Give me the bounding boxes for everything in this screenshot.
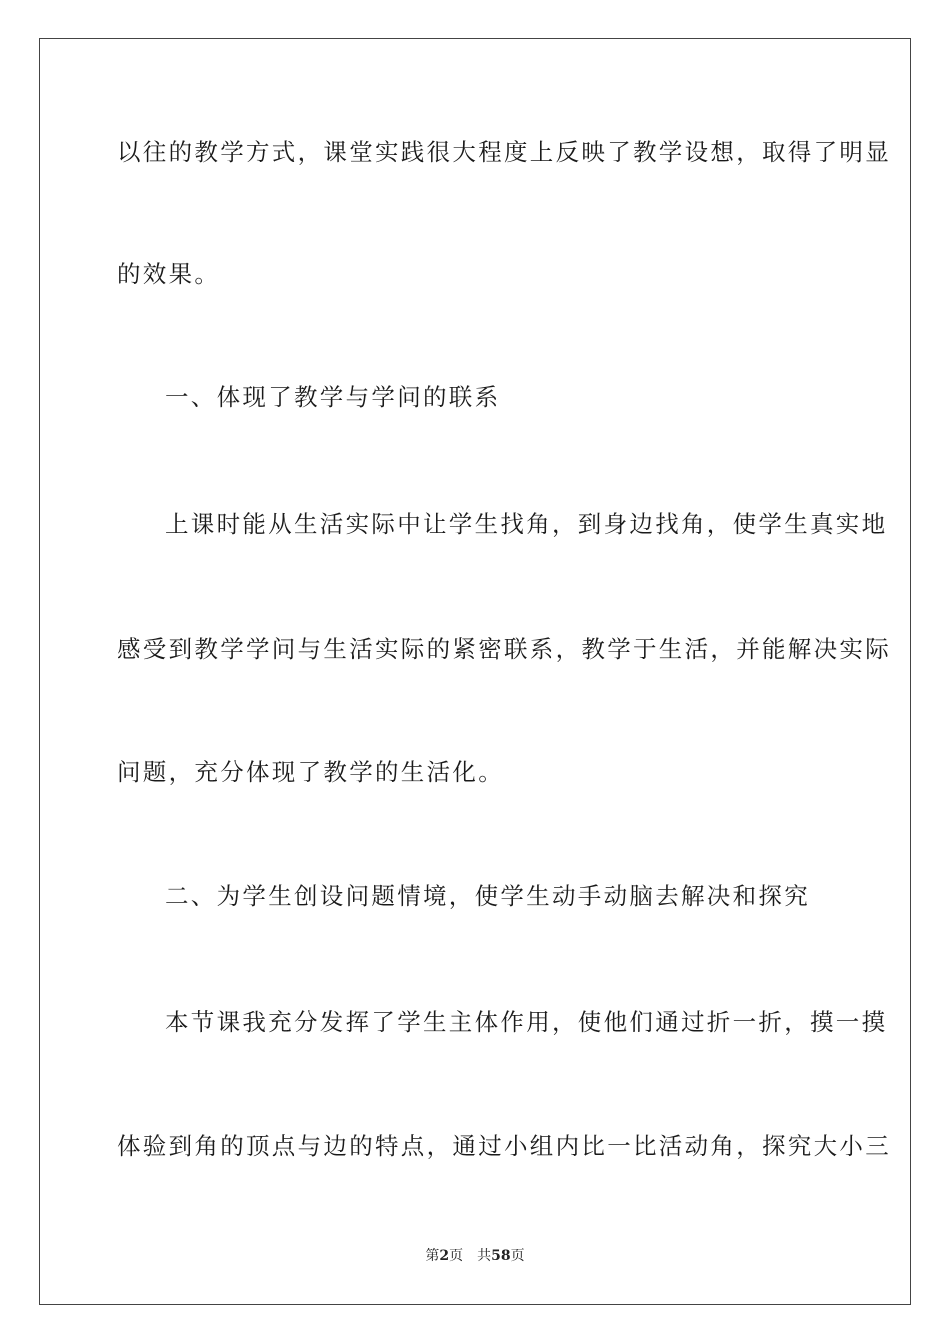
footer-page-suffix: 页 <box>449 1248 464 1264</box>
body-line-7: 体验到角的顶点与边的特点，通过小组内比一比活动角，探究大小三 <box>117 1132 891 1160</box>
section-heading-2: 二、为学生创设问题情境，使学生动手动脑去解决和探究 <box>165 882 810 910</box>
footer-total-suffix: 页 <box>510 1248 525 1264</box>
body-line-2: 的效果。 <box>117 260 221 288</box>
page-border <box>39 38 911 1305</box>
body-line-1: 以往的教学方式，课堂实践很大程度上反映了教学设想，取得了明显 <box>117 138 891 166</box>
footer-page-prefix: 第 <box>425 1248 440 1264</box>
page-footer <box>0 1247 950 1265</box>
body-line-4: 感受到教学学问与生活实际的紧密联系，教学于生活，并能解决实际 <box>117 635 891 663</box>
section-heading-1: 一、体现了教学与学问的联系 <box>165 383 501 411</box>
footer-total-prefix: 共 <box>477 1248 492 1264</box>
body-line-6: 本节课我充分发挥了学生主体作用，使他们通过折一折，摸一摸 <box>165 1008 888 1036</box>
body-line-5: 问题，充分体现了教学的生活化。 <box>117 758 504 786</box>
footer-total-pages: 58 <box>491 1248 511 1264</box>
body-line-3: 上课时能从生活实际中让学生找角，到身边找角，使学生真实地 <box>165 510 888 538</box>
footer-page-number: 2 <box>439 1248 450 1264</box>
